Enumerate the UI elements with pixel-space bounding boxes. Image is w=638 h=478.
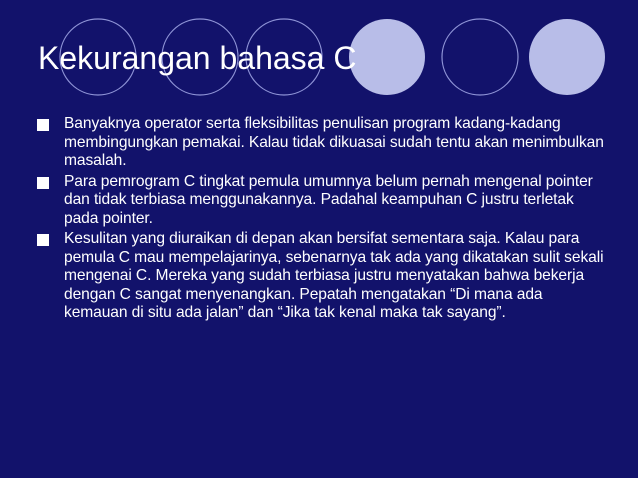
bullet-item (34, 115, 609, 171)
square-bullet-icon (36, 233, 50, 247)
decorative-circle-6 (529, 19, 605, 95)
decorative-circle-5 (442, 19, 518, 95)
bullet-text: Banyaknya operator serta fleksibilitas penulisan program kadang-kadang membingungkan pemakai. Kalau tidak dikuasai sudah tentu akan menimbulkan masalah. (64, 115, 604, 169)
bullet-text: Kesulitan yang diuraikan di depan akan bersifat sementara saja. Kalau para pemula C mau mempelajarinya, sebenarnya tak ada yang dikatakan sulit sekali mengenai C. Mereka yang sudah terbiasa justru menyatakan bahwa bekerja dengan C sangat menyenangkan. Pepatah mengatakan “Di mana ada kemauan di situ ada jalan” dan “Jika tak kenal maka tak sayang”. (64, 230, 604, 321)
slide-title: Kekurangan bahasa C (38, 40, 357, 76)
square-bullet-icon (36, 118, 50, 132)
bullet-text: Para pemrogram C tingkat pemula umumnya belum pernah mengenal pointer dan tidak terbiasa menggunakannya. Padahal keampuhan C justru terletak pada pointer. (64, 172, 593, 227)
decorative-circle-4 (349, 19, 425, 95)
square-bullet-icon (36, 176, 50, 190)
bullet-item (34, 173, 609, 229)
bullet-list (34, 115, 609, 325)
bullet-item (34, 230, 609, 323)
